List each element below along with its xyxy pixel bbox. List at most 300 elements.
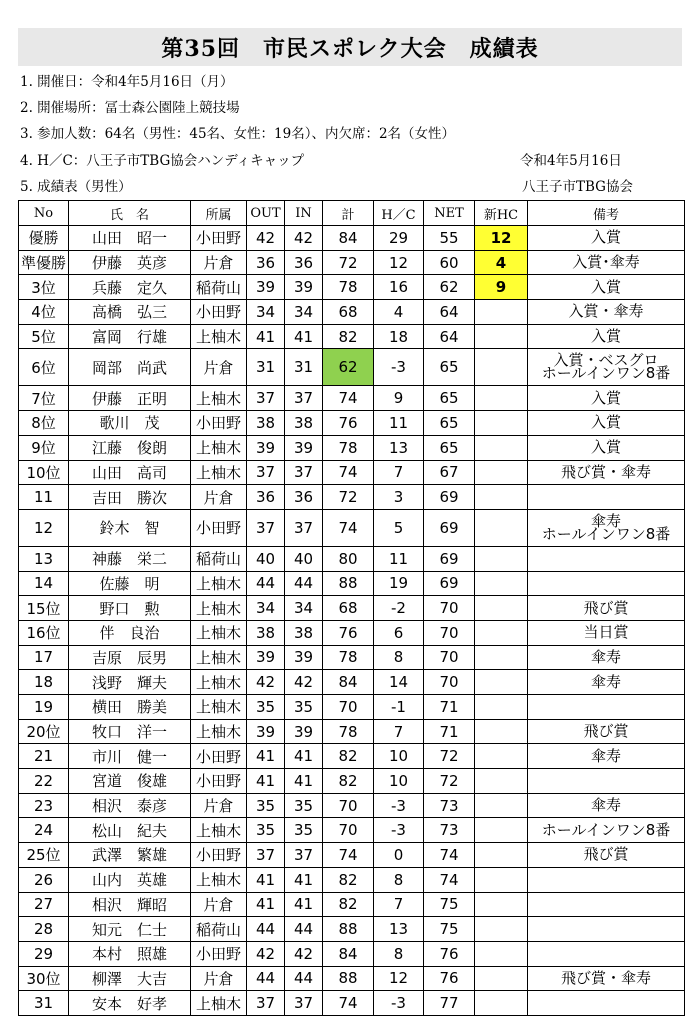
note-cell (528, 818, 685, 843)
net-score: 76 (424, 966, 475, 991)
rank-cell: 10位 (19, 460, 69, 485)
new-handicap (475, 670, 528, 695)
net-score: 70 (424, 670, 475, 695)
total-score: 82 (323, 892, 374, 917)
note-line: 入賞 (590, 277, 621, 296)
note-cell (528, 843, 685, 868)
out-score: 38 (247, 411, 285, 436)
club-cell: 上柚木 (191, 645, 247, 670)
rank-cell: 23 (19, 793, 69, 818)
in-score: 39 (285, 719, 323, 744)
name-cell: 江藤 俊朗 (69, 435, 191, 460)
name-cell: 横田 勝美 (69, 695, 191, 720)
note-cell (528, 411, 685, 436)
rank-cell: 25位 (19, 843, 69, 868)
header-new-hc: 新HC (475, 201, 528, 226)
in-score: 39 (285, 275, 323, 300)
table-row (19, 226, 685, 251)
out-score: 36 (247, 485, 285, 510)
handicap-cell: 14 (374, 670, 424, 695)
net-score: 67 (424, 460, 475, 485)
note-cell (528, 966, 685, 991)
name-cell: 富岡 行雄 (69, 324, 191, 349)
info-date: 1. 開催日：令和4年5月16日（月） (20, 74, 234, 90)
note-cell (528, 509, 685, 546)
name-cell: 牧口 洋一 (69, 719, 191, 744)
out-score: 35 (247, 695, 285, 720)
info-handicap: 4. H／C：八王子市TBG協会ハンディキャップ (20, 153, 305, 169)
in-score: 31 (285, 349, 323, 386)
club-cell: 上柚木 (191, 596, 247, 621)
rank-cell: 4位 (19, 300, 69, 325)
rank-cell: 18 (19, 670, 69, 695)
note-cell (528, 892, 685, 917)
new-handicap (475, 941, 528, 966)
name-cell: 伊藤 正明 (69, 386, 191, 411)
total-score: 82 (323, 744, 374, 769)
out-score: 38 (247, 620, 285, 645)
club-cell: 稲荷山 (191, 917, 247, 942)
note-cell (528, 695, 685, 720)
net-score: 64 (424, 324, 475, 349)
new-handicap (475, 546, 528, 571)
net-score: 74 (424, 843, 475, 868)
table-row (19, 250, 685, 275)
out-score: 40 (247, 546, 285, 571)
header-in: IN (285, 201, 323, 226)
note-line: 傘寿 (590, 796, 621, 815)
name-cell: 相沢 輝昭 (69, 892, 191, 917)
out-score: 35 (247, 793, 285, 818)
club-cell: 片倉 (191, 892, 247, 917)
total-score: 82 (323, 324, 374, 349)
rank-cell: 27 (19, 892, 69, 917)
table-row (19, 645, 685, 670)
table-row (19, 349, 685, 386)
note-line: 入賞 (590, 438, 621, 457)
handicap-cell: 16 (374, 275, 424, 300)
handicap-cell: 12 (374, 250, 424, 275)
handicap-cell: -2 (374, 596, 424, 621)
in-score: 44 (285, 917, 323, 942)
out-score: 39 (247, 275, 285, 300)
name-cell: 鈴木 智 (69, 509, 191, 546)
note-cell (528, 867, 685, 892)
table-row (19, 793, 685, 818)
in-score: 38 (285, 620, 323, 645)
in-score: 34 (285, 300, 323, 325)
out-score: 35 (247, 818, 285, 843)
note-line: ホールインワン8番 (541, 820, 671, 839)
club-cell: 上柚木 (191, 571, 247, 596)
note-line: 当日賞 (583, 623, 629, 642)
net-score: 74 (424, 867, 475, 892)
rank-cell: 29 (19, 941, 69, 966)
out-score: 31 (247, 349, 285, 386)
note-cell (528, 744, 685, 769)
note-line: 飛び賞・傘寿 (560, 462, 651, 481)
out-score: 42 (247, 226, 285, 251)
net-score: 71 (424, 719, 475, 744)
name-cell: 吉田 勝次 (69, 485, 191, 510)
note-line: 飛び賞 (583, 598, 629, 617)
table-row (19, 435, 685, 460)
handicap-cell: 11 (374, 546, 424, 571)
handicap-cell: -3 (374, 818, 424, 843)
note-cell (528, 250, 685, 275)
club-cell: 小田野 (191, 300, 247, 325)
table-row (19, 719, 685, 744)
new-handicap (475, 324, 528, 349)
net-score: 76 (424, 941, 475, 966)
header-out: OUT (247, 201, 285, 226)
rank-cell: 26 (19, 867, 69, 892)
table-row (19, 460, 685, 485)
handicap-cell: 9 (374, 386, 424, 411)
out-score: 41 (247, 867, 285, 892)
club-cell: 片倉 (191, 349, 247, 386)
in-score: 37 (285, 991, 323, 1016)
handicap-cell: 13 (374, 435, 424, 460)
total-score: 74 (323, 386, 374, 411)
rank-cell: 22 (19, 769, 69, 794)
rank-cell: 16位 (19, 620, 69, 645)
out-score: 37 (247, 460, 285, 485)
new-handicap (475, 620, 528, 645)
new-handicap (475, 509, 528, 546)
out-score: 41 (247, 324, 285, 349)
in-score: 39 (285, 645, 323, 670)
out-score: 36 (247, 250, 285, 275)
net-score: 77 (424, 991, 475, 1016)
net-score: 69 (424, 571, 475, 596)
handicap-cell: 4 (374, 300, 424, 325)
new-handicap (475, 917, 528, 942)
table-row (19, 941, 685, 966)
handicap-cell: 18 (374, 324, 424, 349)
rank-cell: 28 (19, 917, 69, 942)
total-score: 76 (323, 411, 374, 436)
table-row (19, 917, 685, 942)
table-row (19, 892, 685, 917)
note-cell (528, 991, 685, 1016)
total-score: 72 (323, 250, 374, 275)
net-score: 55 (424, 226, 475, 251)
club-cell: 上柚木 (191, 818, 247, 843)
name-cell: 松山 紀夫 (69, 818, 191, 843)
handicap-cell: 7 (374, 460, 424, 485)
net-score: 65 (424, 411, 475, 436)
club-cell: 片倉 (191, 250, 247, 275)
new-handicap (475, 485, 528, 510)
out-score: 39 (247, 645, 285, 670)
rank-cell: 5位 (19, 324, 69, 349)
in-score: 41 (285, 867, 323, 892)
net-score: 73 (424, 793, 475, 818)
net-score: 70 (424, 596, 475, 621)
issuer: 八王子市TBG協会 (522, 179, 633, 195)
new-handicap (475, 966, 528, 991)
new-handicap (475, 744, 528, 769)
header-total: 計 (323, 201, 374, 226)
rank-cell: 準優勝 (19, 250, 69, 275)
table-row (19, 867, 685, 892)
club-cell: 小田野 (191, 509, 247, 546)
handicap-cell: -3 (374, 793, 424, 818)
note-cell (528, 435, 685, 460)
new-handicap (475, 386, 528, 411)
table-row (19, 670, 685, 695)
page-title: 第35回 市民スポレク大会 成績表 (18, 28, 682, 66)
club-cell: 小田野 (191, 941, 247, 966)
total-score: 62 (323, 349, 374, 386)
name-cell: 神藤 栄二 (69, 546, 191, 571)
new-handicap (475, 695, 528, 720)
name-cell: 歌川 茂 (69, 411, 191, 436)
handicap-cell: 8 (374, 867, 424, 892)
total-score: 68 (323, 596, 374, 621)
handicap-cell: 8 (374, 941, 424, 966)
in-score: 41 (285, 744, 323, 769)
total-score: 84 (323, 941, 374, 966)
net-score: 60 (424, 250, 475, 275)
in-score: 41 (285, 892, 323, 917)
club-cell: 上柚木 (191, 460, 247, 485)
net-score: 62 (424, 275, 475, 300)
total-score: 74 (323, 843, 374, 868)
note-line: 飛び賞・傘寿 (560, 968, 651, 987)
total-score: 74 (323, 509, 374, 546)
rank-cell: 15位 (19, 596, 69, 621)
rank-cell: 3位 (19, 275, 69, 300)
out-score: 37 (247, 843, 285, 868)
in-score: 40 (285, 546, 323, 571)
rank-cell: 20位 (19, 719, 69, 744)
table-row (19, 300, 685, 325)
in-score: 35 (285, 793, 323, 818)
net-score: 69 (424, 509, 475, 546)
handicap-cell: 10 (374, 769, 424, 794)
name-cell: 安本 好孝 (69, 991, 191, 1016)
in-score: 38 (285, 411, 323, 436)
rank-cell: 19 (19, 695, 69, 720)
handicap-cell: -1 (374, 695, 424, 720)
note-cell (528, 485, 685, 510)
name-cell: 柳澤 大吉 (69, 966, 191, 991)
club-cell: 上柚木 (191, 324, 247, 349)
new-handicap (475, 867, 528, 892)
in-score: 42 (285, 226, 323, 251)
net-score: 71 (424, 695, 475, 720)
rank-cell: 13 (19, 546, 69, 571)
total-score: 74 (323, 991, 374, 1016)
total-score: 78 (323, 645, 374, 670)
total-score: 70 (323, 793, 374, 818)
in-score: 37 (285, 509, 323, 546)
note-line: 傘寿 (590, 746, 621, 765)
rank-cell: 11 (19, 485, 69, 510)
header-hc: H／C (374, 201, 424, 226)
note-cell (528, 546, 685, 571)
in-score: 36 (285, 485, 323, 510)
rank-cell: 21 (19, 744, 69, 769)
new-handicap (475, 571, 528, 596)
note-cell (528, 793, 685, 818)
table-row (19, 386, 685, 411)
table-row (19, 596, 685, 621)
name-cell: 高橋 弘三 (69, 300, 191, 325)
note-cell (528, 571, 685, 596)
table-row (19, 411, 685, 436)
club-cell: 小田野 (191, 769, 247, 794)
rank-cell: 8位 (19, 411, 69, 436)
note-cell (528, 386, 685, 411)
net-score: 64 (424, 300, 475, 325)
note-cell (528, 769, 685, 794)
total-score: 70 (323, 695, 374, 720)
name-cell: 知元 仁士 (69, 917, 191, 942)
note-line: 入賞 (590, 413, 621, 432)
note-cell (528, 275, 685, 300)
rank-cell: 31 (19, 991, 69, 1016)
out-score: 37 (247, 386, 285, 411)
total-score: 70 (323, 818, 374, 843)
table-row (19, 324, 685, 349)
note-line: 傘寿 (590, 647, 621, 666)
net-score: 65 (424, 386, 475, 411)
new-handicap (475, 349, 528, 386)
new-handicap (475, 892, 528, 917)
table-row (19, 695, 685, 720)
total-score: 68 (323, 300, 374, 325)
total-score: 78 (323, 435, 374, 460)
total-score: 84 (323, 670, 374, 695)
name-cell: 市川 健一 (69, 744, 191, 769)
handicap-cell: 19 (374, 571, 424, 596)
header-row (19, 201, 685, 226)
name-cell: 浅野 輝夫 (69, 670, 191, 695)
club-cell: 小田野 (191, 411, 247, 436)
table-row (19, 571, 685, 596)
club-cell: 上柚木 (191, 719, 247, 744)
table-row (19, 275, 685, 300)
table-row (19, 991, 685, 1016)
total-score: 82 (323, 867, 374, 892)
note-cell (528, 917, 685, 942)
table-row (19, 509, 685, 546)
club-cell: 上柚木 (191, 867, 247, 892)
note-cell (528, 226, 685, 251)
new-handicap (475, 769, 528, 794)
net-score: 73 (424, 818, 475, 843)
note-cell (528, 645, 685, 670)
out-score: 44 (247, 966, 285, 991)
club-cell: 小田野 (191, 226, 247, 251)
new-handicap: 12 (475, 226, 528, 251)
out-score: 42 (247, 941, 285, 966)
in-score: 37 (285, 386, 323, 411)
new-handicap (475, 843, 528, 868)
in-score: 35 (285, 818, 323, 843)
note-cell (528, 300, 685, 325)
net-score: 75 (424, 917, 475, 942)
note-line: 飛び賞 (583, 722, 629, 741)
note-line: ホールインワン8番 (541, 524, 671, 543)
handicap-cell: 7 (374, 892, 424, 917)
table-row (19, 843, 685, 868)
total-score: 82 (323, 769, 374, 794)
new-handicap (475, 411, 528, 436)
name-cell: 兵藤 定久 (69, 275, 191, 300)
handicap-cell: 11 (374, 411, 424, 436)
in-score: 41 (285, 769, 323, 794)
name-cell: 伊藤 英彦 (69, 250, 191, 275)
table-row (19, 485, 685, 510)
note-line: ホールインワン8番 (541, 364, 671, 383)
name-cell: 本村 照雄 (69, 941, 191, 966)
out-score: 44 (247, 571, 285, 596)
in-score: 36 (285, 250, 323, 275)
new-handicap: 9 (475, 275, 528, 300)
in-score: 39 (285, 435, 323, 460)
club-cell: 稲荷山 (191, 546, 247, 571)
note-cell (528, 620, 685, 645)
in-score: 44 (285, 966, 323, 991)
total-score: 88 (323, 966, 374, 991)
club-cell: 上柚木 (191, 991, 247, 1016)
out-score: 37 (247, 509, 285, 546)
in-score: 41 (285, 324, 323, 349)
results-table (18, 200, 685, 1016)
table-row (19, 744, 685, 769)
club-cell: 小田野 (191, 843, 247, 868)
total-score: 72 (323, 485, 374, 510)
in-score: 37 (285, 843, 323, 868)
out-score: 39 (247, 719, 285, 744)
note-cell (528, 719, 685, 744)
note-cell (528, 324, 685, 349)
total-score: 78 (323, 719, 374, 744)
name-cell: 野口 勲 (69, 596, 191, 621)
table-row (19, 620, 685, 645)
note-line: 傘寿 (590, 511, 621, 530)
club-cell: 稲荷山 (191, 275, 247, 300)
new-handicap (475, 793, 528, 818)
info-section: 5. 成績表（男性） (20, 179, 132, 195)
table-row (19, 769, 685, 794)
table-row (19, 818, 685, 843)
in-score: 42 (285, 941, 323, 966)
total-score: 80 (323, 546, 374, 571)
total-score: 88 (323, 917, 374, 942)
out-score: 41 (247, 769, 285, 794)
rank-cell: 17 (19, 645, 69, 670)
name-cell: 吉原 辰男 (69, 645, 191, 670)
club-cell: 上柚木 (191, 695, 247, 720)
issue-date: 令和4年5月16日 (520, 153, 622, 169)
in-score: 37 (285, 460, 323, 485)
new-handicap (475, 719, 528, 744)
handicap-cell: 29 (374, 226, 424, 251)
name-cell: 山田 高司 (69, 460, 191, 485)
new-handicap (475, 645, 528, 670)
header-net: NET (424, 201, 475, 226)
club-cell: 小田野 (191, 744, 247, 769)
table-row (19, 546, 685, 571)
note-line: 入賞･傘寿 (572, 253, 640, 272)
name-cell: 岡部 尚武 (69, 349, 191, 386)
out-score: 44 (247, 917, 285, 942)
